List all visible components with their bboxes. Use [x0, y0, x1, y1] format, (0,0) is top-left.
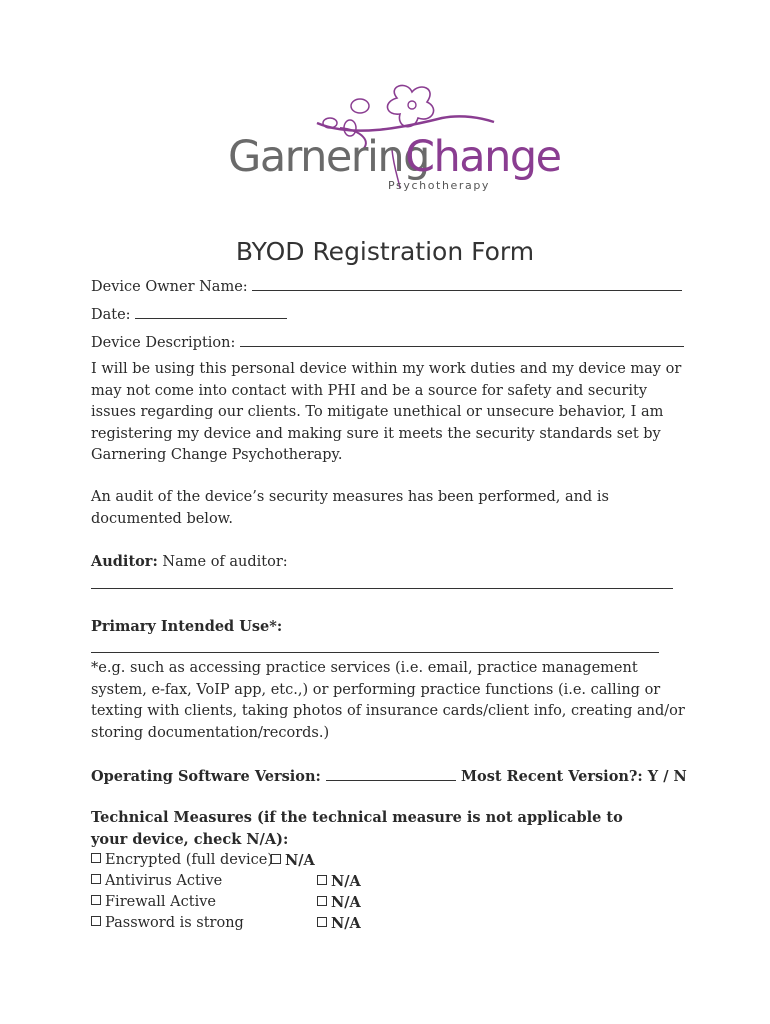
na-checkbox[interactable]: [317, 917, 327, 927]
logo-subtitle: Psychotherapy: [388, 179, 491, 192]
measure-row-antivirus: [91, 871, 222, 892]
logo-word-garnering: Garnering: [228, 132, 429, 182]
measure-label: Password is strong: [105, 915, 244, 931]
measure-label: Antivirus Active: [105, 873, 223, 889]
antivirus-checkbox[interactable]: [91, 874, 101, 884]
auditor-name-field[interactable]: [91, 588, 673, 589]
encrypted-checkbox[interactable]: [91, 853, 101, 863]
tech-measures-label: Technical Measures (if the technical measure is not applicable to your device, check N/A):: [91, 809, 623, 848]
na-label: N/A: [331, 915, 361, 932]
garnering-change-logo: [222, 78, 561, 208]
os-label: Operating Software Version:: [91, 768, 321, 785]
password-checkbox[interactable]: [91, 916, 101, 926]
na-password: [317, 913, 361, 934]
intro-paragraph: I will be using this personal device within my work duties and my device may or may not come into contact with PHI and be a source for safety and security issues regarding our clients. To mitigate unethical or unsecure behavior, I am registering my device and making sure it meets the security standards set by Garnering Change Psychotherapy.: [91, 361, 682, 463]
na-firewall: [317, 892, 361, 913]
owner-name-field[interactable]: [252, 275, 682, 291]
primary-use-note: *e.g. such as accessing practice services (i.e. email, practice management system, e-fax, VoIP app, etc.,) or performing practice functions (i.e. calling or texting with clients, taking photos of insurance cards/client info, creating and/or storing documentation/records.): [91, 660, 685, 741]
auditor-line: [91, 551, 288, 573]
primary-use-field[interactable]: [91, 652, 659, 653]
audit-paragraph: An audit of the device’s security measures has been performed, and is documented below.: [91, 489, 609, 527]
na-checkbox[interactable]: [271, 854, 281, 864]
measure-label: Encrypted (full device): [105, 852, 274, 868]
description-line: [91, 331, 684, 354]
measure-label: Firewall Active: [105, 894, 216, 910]
na-label: N/A: [285, 852, 315, 869]
measure-row-firewall: [91, 892, 216, 913]
firewall-checkbox[interactable]: [91, 895, 101, 905]
owner-line: [91, 275, 682, 298]
primary-use-label: Primary Intended Use*:: [91, 618, 283, 635]
device-description-field[interactable]: [240, 331, 684, 347]
na-checkbox[interactable]: [317, 896, 327, 906]
na-label: N/A: [331, 873, 361, 890]
recent-version-label[interactable]: Most Recent Version?: Y / N: [460, 768, 687, 785]
description-label: Device Description:: [91, 335, 236, 351]
logo-word-change: Change: [405, 132, 561, 182]
na-label: N/A: [331, 894, 361, 911]
auditor-hint: Name of auditor:: [162, 554, 288, 570]
owner-label: Device Owner Name:: [91, 279, 248, 295]
os-line: [91, 765, 687, 787]
na-antivirus: [317, 871, 361, 892]
auditor-label: Auditor:: [91, 553, 158, 570]
na-encrypted: [271, 850, 315, 871]
measure-row-encrypted: [91, 850, 273, 871]
os-version-field[interactable]: [326, 765, 456, 781]
measure-row-password: [91, 913, 244, 934]
na-checkbox[interactable]: [317, 875, 327, 885]
date-label: Date:: [91, 307, 131, 323]
date-line: [91, 303, 287, 326]
date-field[interactable]: [135, 303, 287, 319]
form-title: BYOD Registration Form: [235, 237, 535, 266]
